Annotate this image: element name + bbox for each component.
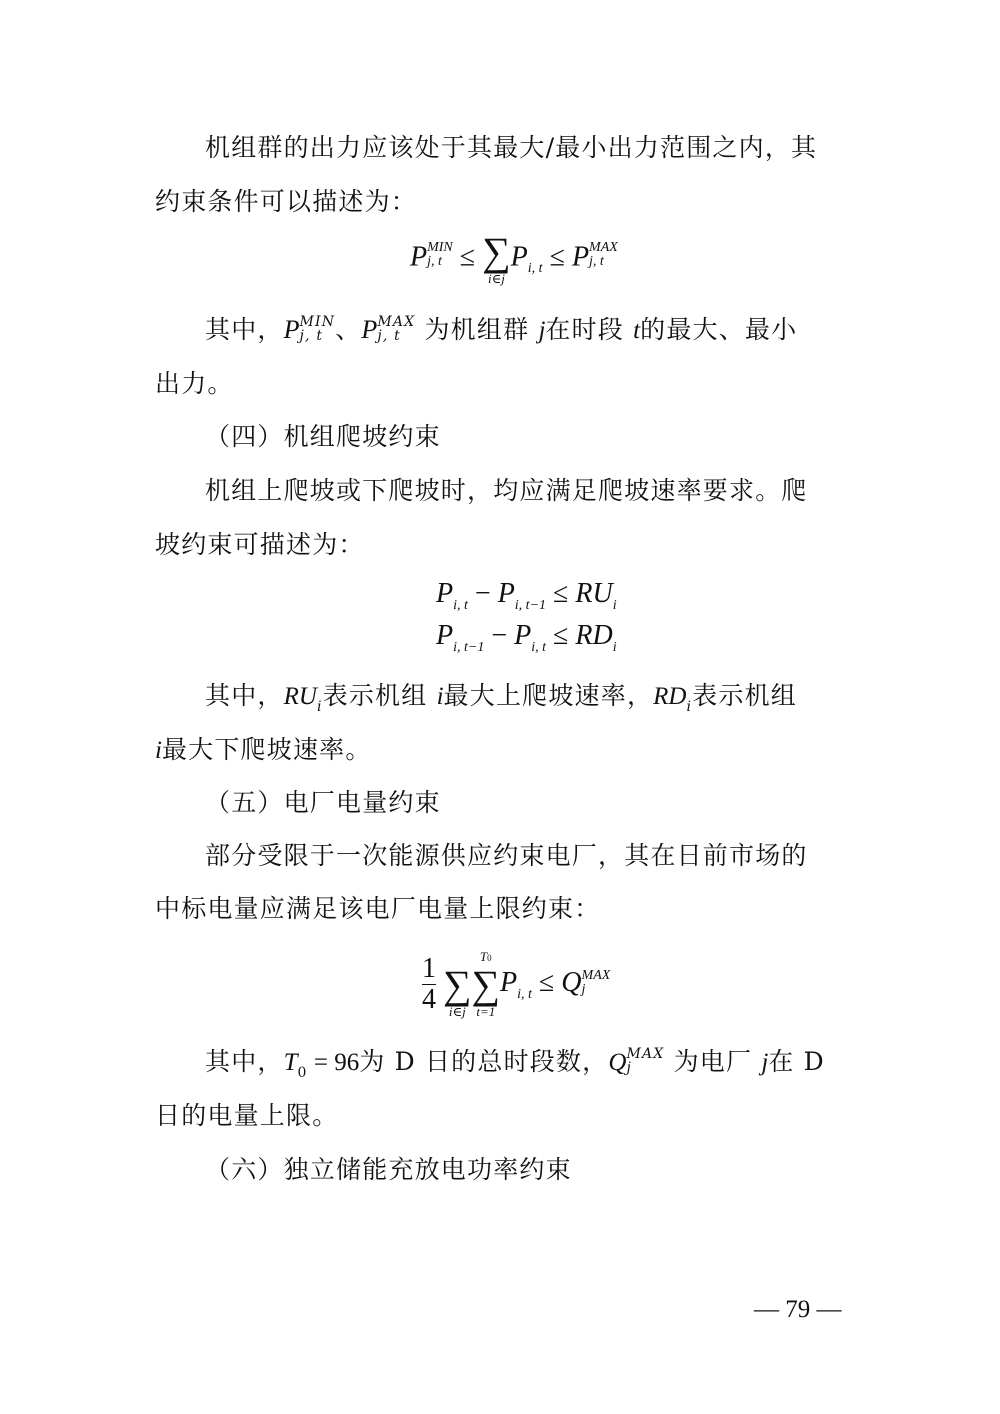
paragraph-line: 日的电量上限。 <box>155 1101 339 1130</box>
page-number: — 79 — <box>754 1296 842 1323</box>
paragraph-line: 其中，P MIN j, t 、P MAX j, t 为机组群 j在时段 t的最大、最小 <box>205 313 798 344</box>
formula-ramp-down: $P_{i, t-1} - P_{i, t} \le RD_i$ <box>436 620 617 655</box>
section-heading: （五）电厂电量约束 <box>205 788 441 817</box>
paragraph-line: 其中，$RU_i$表示机组 i最大上爬坡速率，$RD_i$表示机组 <box>205 681 797 715</box>
section-heading: （六）独立储能充放电功率约束 <box>205 1155 572 1184</box>
paragraph-line: 其中，$T_0 = 96$为 D 日的总时段数，Q MAX j 为电厂 j在 D <box>205 1045 825 1081</box>
paragraph-line: 中标电量应满足该电厂电量上限约束： <box>155 894 601 923</box>
section-heading: （四）机组爬坡约束 <box>205 422 441 451</box>
formula-ramp-up: $P_{i, t} - P_{i, t-1} \le RU_i$ <box>436 578 617 613</box>
paragraph-line: 部分受限于一次能源供应约束电厂，其在日前市场的 <box>205 841 808 870</box>
paragraph-line: 约束条件可以描述为： <box>155 187 418 216</box>
paragraph-line: 机组上爬坡或下爬坡时，均应满足爬坡速率要求。爬 <box>205 476 808 505</box>
paragraph-line: 机组群的出力应该处于其最大/最小出力范围之内，其 <box>205 133 818 162</box>
formula-energy-limit: $\frac{1}{4}$ ∑ i∈j T0 ∑ t=1 $P_{i, t} \le Q$ MAX j <box>422 949 611 1019</box>
paragraph-line: i最大下爬坡速率。 <box>155 735 372 764</box>
paragraph-line: 出力。 <box>155 369 234 398</box>
paragraph-line: 坡约束可描述为： <box>155 530 365 559</box>
formula-output-range: P MIN j, t ≤ ∑ i∈j $P_{i, t} \le P$ MAX j, t <box>410 229 618 286</box>
